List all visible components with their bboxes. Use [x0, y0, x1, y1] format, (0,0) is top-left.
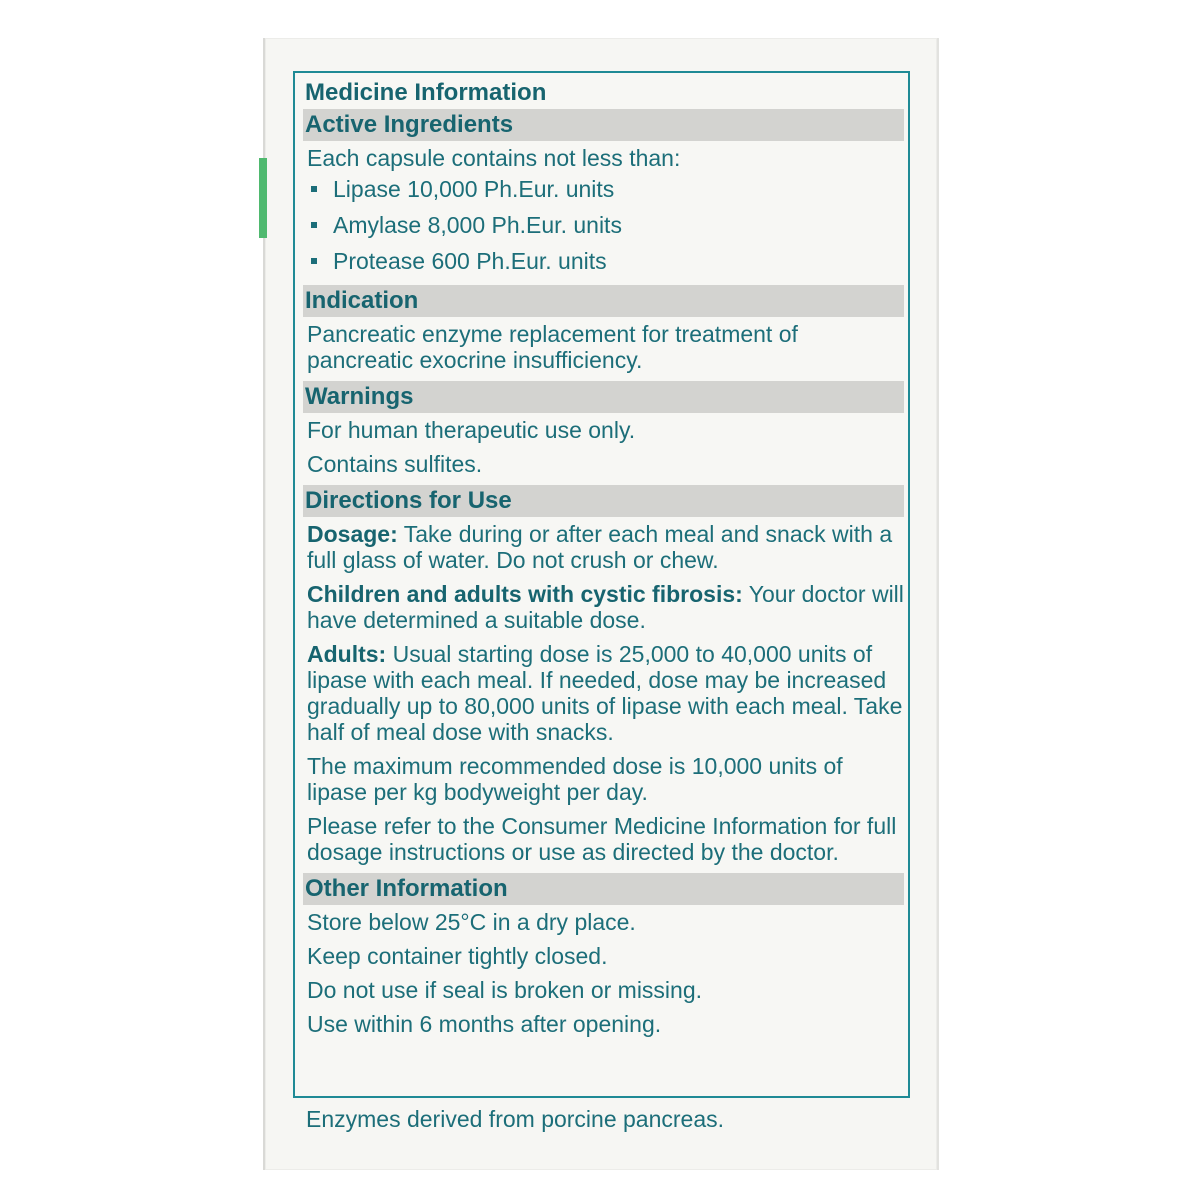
section-heading-other-information: Other Information	[303, 873, 904, 905]
ingredient-text: Lipase 10,000 Ph.Eur. units	[333, 176, 615, 202]
ingredient-list	[307, 171, 904, 279]
dosage-label: Dosage:	[307, 521, 398, 547]
ingredient-item	[307, 207, 904, 243]
children-text: Your doctor will have determined a suitable dose.	[307, 581, 904, 633]
square-bullet-icon	[311, 222, 317, 228]
adults-paragraph	[307, 641, 904, 745]
adults-label: Adults:	[307, 641, 387, 667]
ingredient-item	[307, 171, 904, 207]
adults-text: Usual starting dose is 25,000 to 40,000 units of lipase with each meal. If needed, dose may be increased gradually up to 80,000 units of lipase with each meal. Take half of meal dose with snacks.	[307, 641, 903, 745]
active-ingredients-intro: Each capsule contains not less than:	[307, 145, 681, 171]
warning-line: For human therapeutic use only.	[307, 417, 636, 443]
footer-note: Enzymes derived from porcine pancreas.	[306, 1106, 725, 1132]
square-bullet-icon	[311, 258, 317, 264]
dosage-paragraph	[307, 521, 904, 573]
warning-line: Contains sulfites.	[307, 451, 483, 477]
indication-text: Pancreatic enzyme replacement for treatment of pancreatic exocrine insufficiency.	[307, 321, 798, 373]
square-bullet-icon	[311, 186, 317, 192]
other-info-line: Do not use if seal is broken or missing.	[307, 977, 703, 1003]
ingredient-text: Amylase 8,000 Ph.Eur. units	[333, 212, 622, 238]
panel-title: Medicine Information	[305, 79, 547, 106]
ingredient-item	[307, 243, 904, 279]
max-dose-text: The maximum recommended dose is 10,000 units of lipase per kg bodyweight per day.	[307, 753, 843, 805]
ingredient-text: Protease 600 Ph.Eur. units	[333, 248, 607, 274]
medicine-information-content	[295, 73, 908, 1037]
medicine-information-box	[293, 71, 910, 1098]
other-info-line: Keep container tightly closed.	[307, 943, 608, 969]
other-info-line: Use within 6 months after opening.	[307, 1011, 662, 1037]
section-heading-indication: Indication	[303, 285, 904, 317]
section-heading-active-ingredients: Active Ingredients	[303, 109, 904, 141]
side-color-tab	[259, 158, 267, 238]
other-info-line: Store below 25°C in a dry place.	[307, 909, 636, 935]
section-heading-directions: Directions for Use	[303, 485, 904, 517]
children-label: Children and adults with cystic fibrosis:	[307, 581, 743, 607]
section-heading-warnings: Warnings	[303, 381, 904, 413]
dosage-text: Take during or after each meal and snack with a full glass of water. Do not crush or chew.	[307, 521, 893, 573]
children-paragraph	[307, 581, 904, 633]
refer-text: Please refer to the Consumer Medicine Information for full dosage instructions or use as directed by the doctor.	[307, 813, 897, 865]
